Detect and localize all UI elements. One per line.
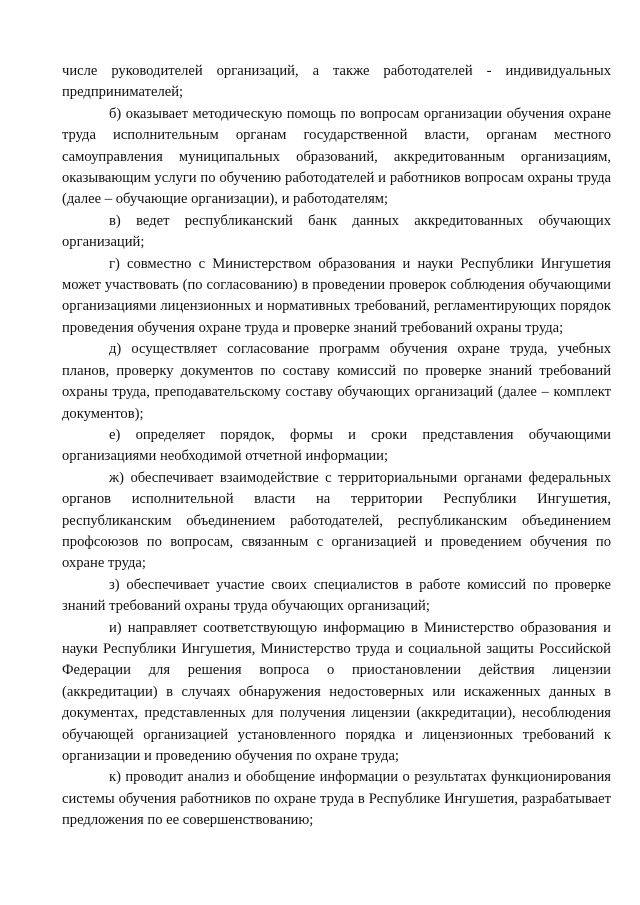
document-body (62, 61, 611, 832)
paragraph-item-zh: ж) обеспечивает взаимодействие с территориальными органами федеральных органов исполнительной власти на территории Республики Ингушетия, республиканским объединением работодателей, республиканским объединением профсоюзов по вопросам, связанным с организацией и проведением обучения по охране труда; (62, 469, 611, 572)
paragraph-item-i: и) направляет соответствующую информацию в Министерство образования и науки Республики Ингушетия, Министерство труда и социальной защиты Российской Федерации для решения вопроса о приостановлении действия лицензии (аккредитации) в случаях обнаружения недостоверных или искаженных данных в документах, представленных для получения лицензии (аккредитации), несоблюдения обучающей организацией установленного порядка и лицензионных требований к организации и проведению обучения по охране труда; (62, 619, 611, 764)
paragraph-item-z: з) обеспечивает участие своих специалистов в работе комиссий по проверке знаний требований охраны труда обучающих организаций; (62, 576, 611, 615)
paragraph-continuation: числе руководителей организаций, а также работодателей - индивидуальных предпринимателей; (62, 63, 611, 101)
paragraph-item-v: в) ведет республиканский банк данных аккредитованных обучающих организаций; (62, 212, 611, 251)
paragraph-item-e: е) определяет порядок, формы и сроки представления обучающими организациями необходимой отчетной информации; (62, 426, 611, 465)
paragraph-item-g: г) совместно с Министерством образования и науки Республики Ингушетия может участвовать (по согласованию) в проведении проверок соблюдения обучающими организациями лицензионных и нормативных требований, регламентирующих порядок проведения обучения охране труда и проверке знаний требований охраны труда; (62, 255, 611, 336)
paragraph-item-d: д) осуществляет согласование программ обучения охране труда, учебных планов, проверку документов по составу комиссий по проверке знаний требований охраны труда, преподавательскому составу обучающих организаций (далее – комплект документов); (62, 341, 611, 422)
paragraph-item-b: б) оказывает методическую помощь по вопросам организации обучения охране труда исполнительным органам государственной власти, органам местного самоуправления муниципальных образований, аккредитованным организациям, оказывающим услуги по обучению работодателей и работников вопросам охраны труда (далее – обучающие организации), и работодателям; (62, 105, 611, 208)
paragraph-item-k: к) проводит анализ и обобщение информации о результатах функционирования системы обучения работников по охране труда в Республике Ингушетия, разрабатывает предложения по ее совершенствованию; (62, 769, 611, 829)
